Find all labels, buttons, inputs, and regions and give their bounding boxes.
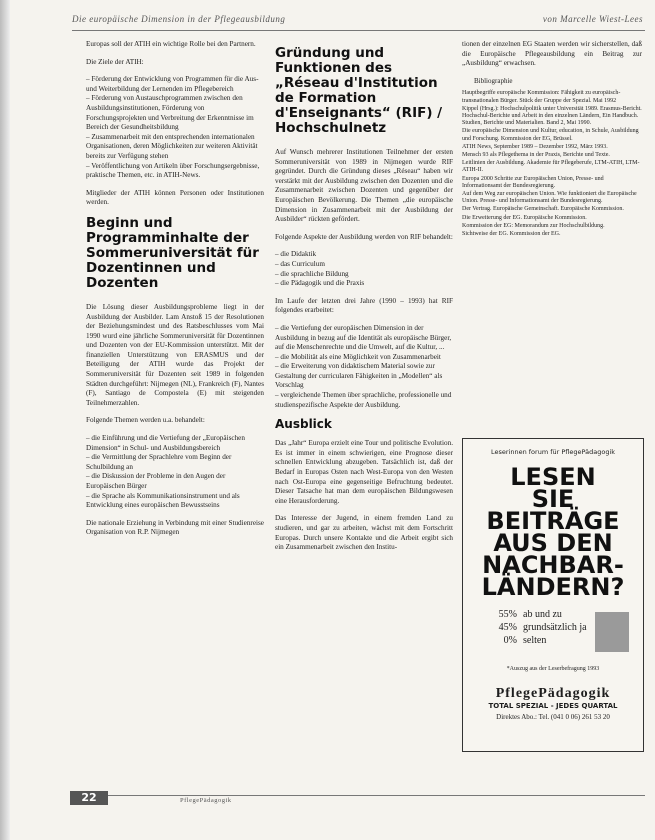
list-item: – Förderung von Austauschprogrammen zwischen den Ausbildungsinstitutionen, Förderung von Forschungsprojekten und Verbreitung der Erkenntnisse im Bereich der Gesundheitsbildung [86, 94, 264, 132]
bibliography-entry: Kippel (Hrsg.): Hochschulpolitik unter Universität 1989. Erasmus-Bericht. Hochschul-Berichte und Arbeit in den einzelnen Ländern, Ein Handbuch. Studien, Berichte und Materialien. Band 2, Mai 1990. [462, 105, 642, 127]
footer-divider [86, 795, 645, 796]
body-paragraph: Das „Jahr“ Europa erzielt eine Tour und politische Evolution. Es ist immer in einem schwierigen, eine Prognose dieser schnellen Entwicklung abzugeben. Tatsächlich ist, daß der Bedarf in Europas Osten nach West-Europa von den Westen nach Ost-Europa eine gegenseitige Befruchtung bedeutet. Dieser Tatsache hat man dem europäischen Bildungswesen eine Herausforderung. [275, 439, 453, 505]
list-item: – die Diskussion der Probleme in den Augen der Europäischen Bürger [86, 472, 264, 491]
ziele-list [86, 75, 264, 181]
ad-survey-stats [477, 608, 643, 658]
list-item: – das Curriculum [275, 260, 453, 270]
bibliography-entry: Hauptbegriffe europäische Kommission: Fähigkeit zu europäisch-transnationalen Bürger. Stück der Gruppe der Spezial. Mai 1992 [462, 90, 621, 104]
bibliography-entry: Die europäische Dimension und Kultur, education, in Schule, Ausbildung und Forschung. Kommission der EG, Brüssel. [462, 128, 639, 142]
list-item: – Förderung der Entwicklung von Programmen für die Aus- und Weiterbildung der Lernenden im Pflegebereich [86, 75, 264, 94]
column-1 [86, 40, 264, 546]
ad-headline-line: LESEN [510, 463, 596, 491]
bibliography-entry: Der Vertrag. Europäische Gemeinschaft. Europäische Kommission. [462, 206, 624, 213]
ad-headline-line: AUS DEN [493, 529, 613, 557]
binding-edge [0, 0, 10, 840]
ad-contact: Direktes Abo.: Tel. (041 0 06) 261 53 20 [496, 713, 610, 721]
members-paragraph: Mitglieder der ATIH können Personen oder Institutionen werden. [86, 188, 264, 207]
list-item: – die Erweiterung von didaktischem Material sowie zur Gestaltung der curricularen Fähigkeiten in „Modellen“ als Vorschlag [275, 362, 453, 391]
body-paragraph: Auf Wunsch mehrerer Institutionen Teilnehmer der ersten Sommeruniversität von 1989 in Nijmegen wurde RIF gegründet. Durch die Gründung dieses „Réseau“ haben wir verstärkt mit der Ausbildung zwischen den Dozenten und die Zusammenarbeit zwischen Dozenten und gegenüber der Europäischen Bevölkerung. Die Themen „die europäische Dimension in Zusammenarbeit mit der Ausbildung der Ausbilder“ rückten gefördert. [275, 148, 453, 224]
bibliography-entry: Leitlinien der Ausbildung. Akademie für Pflegeberufe, LTM-ATIH, LTM-ATIH-II. [462, 160, 640, 174]
ad-footnote: *Auszug aus der Leserbefragung 1993 [506, 666, 600, 672]
list-item: – die Vermittlung der Sprachlehre vom Beginn der Schulbildung an [86, 453, 264, 472]
section-heading-ausblick: Ausblick [275, 417, 332, 432]
list-item: – Veröffentlichung von Artikeln über Forschungsergebnisse, praktische Themen, etc. in ATIH-News. [86, 162, 264, 181]
column-3 [462, 40, 642, 239]
section-heading-rif: Gründung und Funktionen des „Réseau d'Institution de Formation d'Enseignants“ (RIF) / Hochschulnetz [275, 45, 443, 136]
ad-headline [463, 463, 643, 601]
list-item: – die Pädagogik und die Praxis [275, 279, 453, 289]
body-paragraph: tionen der einzelnen EG Staaten werden wir sicherstellen, daß die Europäische Pflegeausbildung ein Beitrag zur „Ausbildung“ erwachsen. [462, 40, 642, 68]
list-item: – die Didaktik [275, 250, 453, 260]
list-item: – vergleichende Themen über sprachliche, professionelle und studienspezifische Aspekte der Ausbildung. [275, 391, 453, 410]
survey-label: selten [523, 635, 547, 646]
ad-subline: TOTAL SPEZIAL - JEDES QUARTAL [488, 702, 618, 710]
aspekte-list [275, 250, 453, 288]
ad-headline-line: BEITRÄGE [486, 507, 620, 535]
survey-label: grundsätzlich ja [523, 622, 587, 633]
erarbeitet-list [275, 324, 453, 410]
body-paragraph: Die Lösung dieser Ausbildungsprobleme liegt in der Ausbildung der Ausbilder. Lam Anstoß 15 der Resolutionen der Beziehungsmindest und des Ratsbeschlusses vom Mai 1990 wurd eine jährliche Sommeruniversität für Dozentinnen und Dozenten von der EU-Kommission unterstützt. Mit der finanziellen Unterstützung von ERASMUS und der Beteiligung der ATIH wurde das Projekt der Sommeruniversität für Dozenten seit 1989 in folgenden Städten durchgeführt: Nijmegen (NL), Frankreich (F), Nantes (F), Santiago de Compostela (E) mit steigenden Teilnehmerzahlen. [86, 302, 264, 407]
bibliography-entry: Auf dem Weg zur europäischen Union. Wie funktioniert die Europäische Union. Presse- und Informationsamt der Bundesregierung. [462, 191, 637, 205]
ad-headline-line: LÄNDERN? [481, 573, 625, 601]
ad-headline-line: NACHBAR- [482, 551, 624, 579]
bibliography-entry: ATIH News, September 1989 – Dezember 1992, März 1993. [462, 143, 608, 150]
header-divider [72, 30, 645, 31]
running-header-author: von Marcelle Wiest-Lees [542, 14, 643, 24]
themen-list [86, 434, 264, 511]
body-paragraph: Die nationale Erziehung in Verbindung mit einer Studienreise Organisation von R.P. Nijmegen [86, 518, 264, 537]
survey-label: ab und zu [523, 609, 562, 620]
footer-brand: PflegePädagogik [180, 797, 232, 804]
body-paragraph: Folgende Aspekte der Ausbildung werden von RIF behandelt: [275, 232, 453, 241]
running-header-title: Die europäische Dimension in der Pflegeausbildung [72, 14, 286, 24]
question-mark-graphic [595, 612, 629, 652]
column-2 [275, 40, 453, 561]
body-paragraph: Das Interesse der Jugend, in einem fremden Land zu studieren, und gar zu arbeiten, wächst mit dem Fortschritt Europas. Durch unsere Kontakte und die Arbeit ergibt sich ein Zusammenarbeit zwischen den Institu- [275, 514, 453, 552]
ad-tagline: Leserinnen forum für PflegePädagogik [490, 448, 616, 456]
pflegepaedagogik-logo: PflegePädagogik [495, 686, 611, 701]
list-item: – die Vertiefung der europäischen Dimension in der Ausbildung in bezug auf die Identität als europäische Bürger, auf die Menschenrechte und die Umwelt, auf die Kultur, ... [275, 324, 453, 353]
body-paragraph: Folgende Themen werden u.a. behandelt: [86, 416, 205, 425]
list-item: – Zusammenarbeit mit den entsprechenden internationalen Organisationen, deren Möglichkeiten zur weiteren Aktivität bereits zur Verfügung stehen [86, 133, 264, 162]
bibliography-entry: Sichtweise der EG. Kommission der EG. [462, 231, 561, 238]
list-item: – die Sprache als Kommunikationsinstrument und als Entwicklung eines europäischen Bewusstseins [86, 492, 264, 511]
list-item: – die sprachliche Bildung [275, 270, 453, 280]
survey-percent: 0% [503, 635, 517, 646]
ziele-title: Die Ziele der ATIH: [86, 57, 144, 66]
ad-headline-line: SIE [531, 485, 575, 513]
body-paragraph: Im Laufe der letzten drei Jahre (1990 – 1993) hat RIF folgendes erarbeitet: [275, 296, 453, 315]
section-heading-sommeruniversitaet: Beginn und Programminhalte der Sommeruniversität für Dozentinnen und Dozenten [86, 214, 259, 291]
bibliography-entry: Mensch 93 als Pflegethema in der Praxis, Berichte und Texte. [462, 152, 610, 158]
bibliography-entry: Die Erweiterung der EG. Europäische Kommission. [462, 214, 587, 221]
bibliography-entry: Kommission der EG: Memorandum zur Hochschulbildung. [462, 222, 605, 229]
list-item: – die Mobilität als eine Möglichkeit von Zusammenarbeit [275, 353, 453, 363]
advertisement-box [462, 438, 644, 752]
survey-percent: 55% [498, 609, 517, 620]
bibliography-title: Bibliographie [474, 76, 513, 85]
bibliography-entry: Europa 2000 Schritte zur Europäischen Union, Presse- und Informationsamt der Bundesregierung. [462, 175, 604, 189]
list-item: – die Einführung und die Vertiefung der „Europäischen Dimension“ in Schul- und Ausbildungsbereich [86, 434, 264, 453]
bibliography-list [462, 90, 642, 238]
intro-paragraph: Europas soll der ATIH ein wichtige Rolle bei den Partnern. [86, 40, 256, 48]
survey-percent: 45% [498, 622, 517, 633]
page-number: 22 [70, 791, 108, 805]
